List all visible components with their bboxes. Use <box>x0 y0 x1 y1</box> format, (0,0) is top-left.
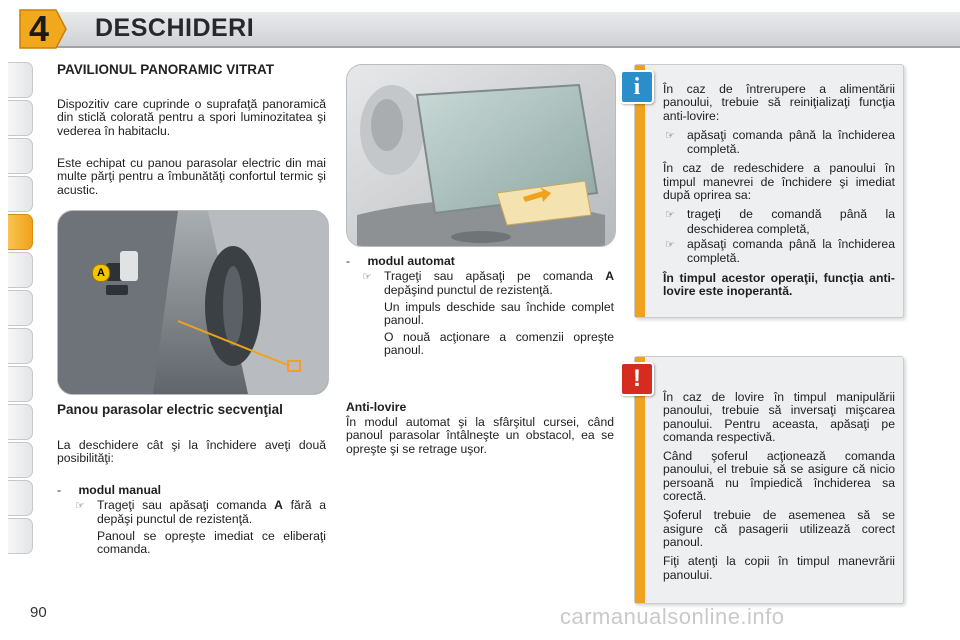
chapter-number: 4 <box>28 8 50 49</box>
hand-pointer-icon: ☞ <box>362 271 372 283</box>
panoramic-description: Dispozitiv care cuprinde o suprafaţă panoramică din sticlă colorată pentru a spori luminozitatea şi vederea în habitaclu. <box>57 97 326 138</box>
info-bullet-1-text: apăsaţi comanda până la închiderea completă. <box>687 127 895 157</box>
info-bullet-3-text: apăsaţi comanda până la închiderea completă. <box>687 236 895 266</box>
manual-dash: - <box>57 483 62 497</box>
chapter-tab-1[interactable] <box>8 62 33 98</box>
chapter-tab-6[interactable] <box>8 252 33 288</box>
info-inoperative-warning: În timpul acestor operaţii, funcţia anti-lovire este inoperantă. <box>663 270 895 298</box>
section-title-sunblind: Panou parasolar electric secvenţial <box>57 402 283 417</box>
chapter-tab-active[interactable] <box>8 214 33 250</box>
auto-dash: - <box>346 254 351 268</box>
info-bullet-3 <box>663 238 895 266</box>
info-reopen-intro: În caz de redeschidere a panoului în timpul manevrei de închidere şi imediat după oprirea sa: <box>663 161 895 203</box>
hand-pointer-icon: ☞ <box>665 238 675 251</box>
info-note-text <box>663 83 895 304</box>
auto-text-b: depăşind punctul de rezistenţă. <box>384 283 553 298</box>
sunblind-intro: La deschidere cât şi la închidere aveţi două posibilităţi: <box>57 438 326 466</box>
chapter-tab-11[interactable] <box>8 442 33 478</box>
chapter-tab-8[interactable] <box>8 328 33 364</box>
chapter-tab-13[interactable] <box>8 518 33 554</box>
console-control-image <box>57 210 329 395</box>
info-bullet-2 <box>663 208 895 236</box>
manual-text-a: Trageţi sau apăsaţi comanda <box>97 498 275 512</box>
auto-mode-title: modul automat <box>367 254 455 268</box>
warning-driver-text: Când şoferul acţionează comanda panoului, el trebuie să se asigure că nicio persoană nu împiedică închiderea sa corectă. <box>663 449 895 504</box>
page-number: 90 <box>30 604 47 621</box>
manual-key-a: A <box>274 498 283 512</box>
warning-passengers-text: Şoferul trebuie de asemenea să se asigure că pasagerii utilizează corect panoul. <box>663 508 895 549</box>
antipinch-text: În modul automat şi la sfârşitul cursei, când panoul parasolar întâlneşte un obstacol, ea se opreşte şi se retrage uşor. <box>346 415 614 456</box>
warning-reverse-text: În caz de lovire în timpul manipulării panoului, trebuie să inversaţi mişcarea panoului. Pentru aceasta, apăsaţi pe comanda respectivă. <box>663 390 895 444</box>
auto-mode-impulse-text: Un impuls deschide sau închide complet panoul. <box>384 300 614 328</box>
info-bullet-1 <box>663 129 895 157</box>
panoramic-roof-image <box>346 64 616 247</box>
chapter-tab-3[interactable] <box>8 138 33 174</box>
manual-mode-title: modul manual <box>78 483 162 497</box>
control-a-label: A <box>92 264 110 282</box>
hand-pointer-icon: ☞ <box>75 500 85 512</box>
warning-icon: ! <box>620 362 654 396</box>
watermark: carmanualsonline.info <box>560 604 785 629</box>
chapter-tab-12[interactable] <box>8 480 33 516</box>
auto-mode-heading <box>346 255 614 268</box>
info-reset-intro: În caz de întrerupere a alimentării panoului, trebuie să reiniţializaţi funcţia anti-lovire: <box>663 82 895 123</box>
manual-mode-instruction <box>71 499 326 527</box>
panoramic-equipment-text: Este echipat cu panou parasolar electric din mai multe părţi pentru a îmbunătăţi confortul termic şi acustic. <box>57 156 326 197</box>
manual-mode-heading <box>57 484 326 497</box>
page-title: DESCHIDERI <box>95 14 255 42</box>
warning-note-box <box>634 356 904 604</box>
hand-pointer-icon: ☞ <box>665 129 675 142</box>
chapter-tab-9[interactable] <box>8 366 33 402</box>
manual-text-b: fără a depăşi punctul de rezistenţă. <box>97 498 326 527</box>
chapter-tab-4[interactable] <box>8 176 33 212</box>
chapter-tab-7[interactable] <box>8 290 33 326</box>
warning-children-text: Fiţi atenţi la copii în timpul manevrării panoului. <box>663 554 895 582</box>
auto-text-a: Trageţi sau apăsaţi pe comanda <box>384 269 606 283</box>
antipinch-title: Anti-lovire <box>346 400 407 414</box>
section-title-panoramic-roof: PAVILIONUL PANORAMIC VITRAT <box>57 62 274 77</box>
hand-pointer-icon: ☞ <box>665 209 675 222</box>
auto-key-a: A <box>605 269 614 283</box>
info-icon: i <box>620 70 654 104</box>
auto-mode-stop-text: O nouă acţionare a comenzii opreşte panoul. <box>384 330 614 358</box>
chapter-tab-10[interactable] <box>8 404 33 440</box>
auto-mode-instruction <box>358 270 614 298</box>
info-bullet-2-text: trageţi de comandă până la deschiderea completă, <box>687 207 895 236</box>
info-note-box <box>634 64 904 318</box>
warning-note-text <box>663 391 895 588</box>
manual-mode-release-text: Panoul se opreşte imediat ce eliberaţi comanda. <box>97 529 326 557</box>
chapter-tab-2[interactable] <box>8 100 33 136</box>
